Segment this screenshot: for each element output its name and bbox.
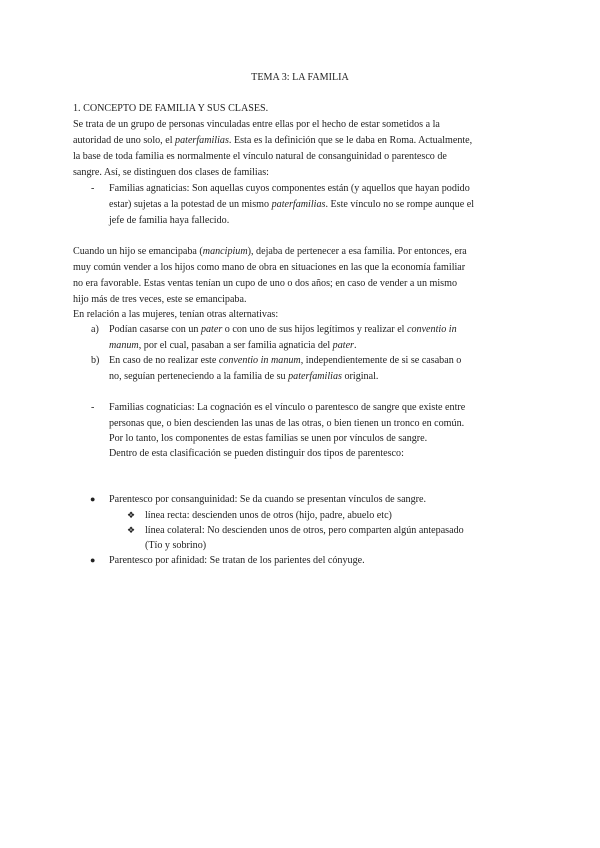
page-title: TEMA 3: LA FAMILIA (251, 72, 349, 83)
dash-marker: - (91, 183, 95, 194)
paragraph-line: muy común vender a los hijos como mano de obra en situaciones en las que la economía familiar (73, 262, 466, 273)
dash-marker: - (91, 402, 95, 413)
list-item-line: manum, por el cual, pasaban a ser familia agnaticia del pater. (109, 340, 357, 351)
list-item-line: Familias cognaticias: La cognación es el vínculo o parentesco de sangre que existe entre (109, 402, 466, 413)
paragraph-line: En relación a las mujeres, tenían otras alternativas: (73, 309, 279, 320)
list-item-line: no, seguían perteneciendo a la familia de su paterfamilias original. (109, 371, 379, 382)
sub-bullet-marker: ❖ (127, 525, 136, 535)
list-item-line: En caso de no realizar este conventio in manum, independientemente de si se casaban o (109, 355, 462, 366)
bullet-text: Parentesco por consanguinidad: Se da cuando se presentan vínculos de sangre. (109, 494, 427, 505)
bullet-marker: ● (90, 494, 96, 504)
list-item-line: Por lo tanto, los componentes de estas familias se unen por vínculos de sangre. (109, 433, 428, 444)
bullet-marker: ● (90, 555, 96, 565)
paragraph-line: Cuando un hijo se emancipaba (mancipium), dejaba de pertenecer a esa familia. Por entonces, era (73, 246, 467, 257)
list-item-line: Podían casarse con un pater o con uno de sus hijos legítimos y realizar el conventio in (109, 324, 457, 335)
section-heading: 1. CONCEPTO DE FAMILIA Y SUS CLASES. (73, 103, 269, 114)
list-item-line: estar) sujetas a la potestad de un mismo paterfamilias. Este vínculo no se rompe aunque el (109, 199, 474, 210)
list-item-line: Dentro de esta clasificación se pueden distinguir dos tipos de parentesco: (109, 448, 404, 459)
list-item-line: jefe de familia haya fallecido. (109, 215, 230, 226)
paragraph-line: hijo más de tres veces, este se emancipaba. (73, 294, 247, 305)
list-marker: b) (91, 355, 100, 366)
sub-bullet-text: línea recta: descienden unos de otros (hijo, padre, abuelo etc) (145, 510, 392, 521)
sub-bullet-marker: ❖ (127, 510, 136, 520)
list-item-line: personas que, o bien descienden las unas de las otras, o bien tienen un tronco en común. (109, 418, 465, 429)
list-marker: a) (91, 324, 99, 335)
bullet-text: Parentesco por afinidad: Se tratan de los parientes del cónyuge. (109, 555, 365, 566)
sub-bullet-text: (Tío y sobrino) (145, 540, 207, 551)
paragraph-line: sangre. Así, se distinguen dos clases de familias: (73, 167, 269, 178)
paragraph-line: la base de toda familia es normalmente el vínculo natural de consanguinidad o parentesco de (73, 151, 447, 162)
paragraph-line: Se trata de un grupo de personas vinculadas entre ellas por el hecho de estar sometidos a la (73, 119, 440, 130)
sub-bullet-text: línea colateral: No descienden unos de otros, pero comparten algún antepasado (145, 525, 464, 536)
paragraph-line: no era favorable. Estas ventas tenían un cupo de uno o dos años; en caso de vender a un mismo (73, 278, 458, 289)
paragraph-line: autoridad de uno solo, el paterfamilias. Esta es la definición que se le daba en Roma. Actualmente, (73, 135, 473, 146)
list-item-line: Familias agnaticias: Son aquellas cuyos componentes están (y aquellos que hayan podido (109, 183, 470, 194)
